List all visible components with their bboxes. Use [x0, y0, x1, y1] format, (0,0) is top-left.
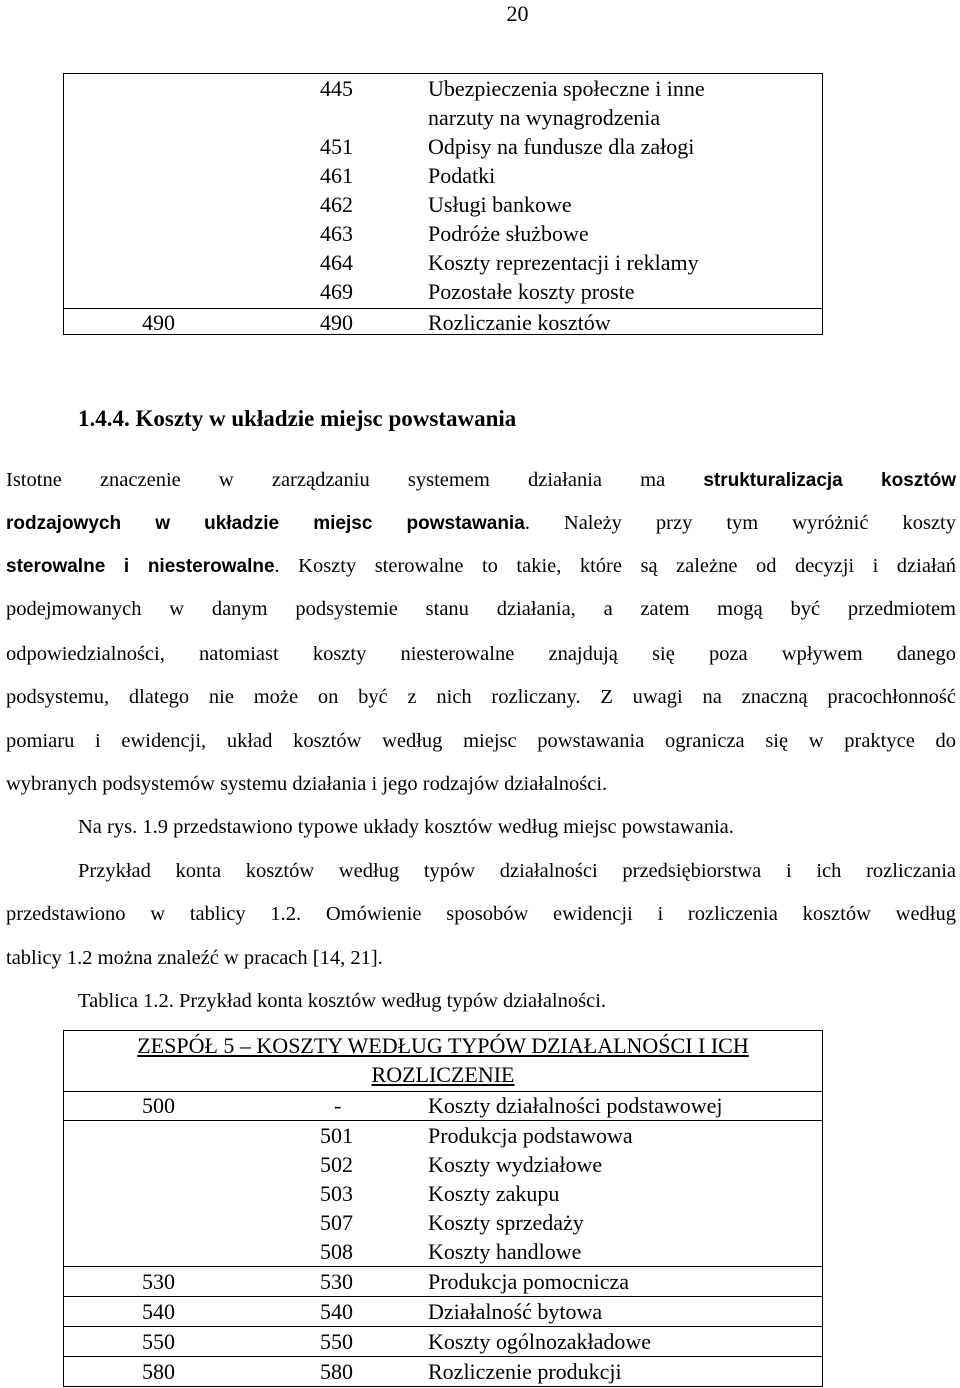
paragraph-line: sterowalne i niesterowalne. Koszty sterowalne to takie, które są zależne od decyzji i działań	[6, 555, 956, 577]
account-name: Koszty reprezentacji i reklamy	[428, 250, 699, 275]
account-name: Rozliczenie produkcji	[428, 1359, 622, 1384]
account-name: Usługi bankowe	[428, 192, 572, 217]
code-2: 530	[320, 1269, 353, 1294]
account-name: Rozliczanie kosztów	[428, 310, 611, 335]
code-1: 580	[142, 1359, 175, 1384]
paragraph-line: rodzajowych w układzie miejsc powstawania. Należy przy tym wyróżnić koszty	[6, 512, 956, 534]
paragraph-line: przedstawiono w tablicy 1.2. Omówienie sposobów ewidencji i rozliczenia kosztów według	[6, 903, 956, 925]
table-row	[64, 1357, 822, 1386]
table-row	[64, 1121, 822, 1150]
code-2: 462	[320, 192, 353, 217]
paragraph-line: Przykład konta kosztów według typów działalności przedsiębiorstwa i ich rozliczania	[78, 860, 956, 882]
code-1: 540	[142, 1299, 175, 1324]
table-row	[64, 190, 822, 219]
table-row	[64, 1208, 822, 1237]
table-row	[64, 132, 822, 161]
paragraph-line: wybranych podsystemów systemu działania i jego rodzajów działalności.	[6, 773, 608, 795]
table-row	[64, 308, 822, 337]
table-row	[64, 219, 822, 248]
code-2: 451	[320, 134, 353, 159]
account-name: Koszty handlowe	[428, 1239, 582, 1264]
account-name: Pozostałe koszty proste	[428, 279, 635, 304]
paragraph-line: tablicy 1.2 można znaleźć w pracach [14, 21].	[6, 947, 383, 969]
account-name: Podatki	[428, 163, 496, 188]
section-heading: 1.4.4. Koszty w układzie miejsc powstawania	[78, 406, 517, 431]
code-2: 461	[320, 163, 353, 188]
table-row	[64, 103, 822, 132]
code-2: 501	[320, 1123, 353, 1148]
code-1: 530	[142, 1269, 175, 1294]
bold-phrase: sterowalne i niesterowalne	[6, 556, 275, 577]
cost-table-2	[63, 1030, 823, 1387]
code-2: 540	[320, 1299, 353, 1324]
code-2: 469	[320, 279, 353, 304]
code-2: 507	[320, 1210, 353, 1235]
paragraph-line: podejmowanych w danym podsystemie stanu działania, a zatem mogą być przedmiotem	[6, 598, 956, 620]
table-row	[64, 161, 822, 190]
paragraph-line: podsystemu, dlatego nie może on być z nich rozliczany. Z uwagi na znaczną pracochłonność	[6, 686, 956, 708]
table-row	[64, 74, 822, 103]
code-2: -	[334, 1093, 342, 1118]
account-name: Koszty sprzedaży	[428, 1210, 584, 1235]
table-row	[64, 1179, 822, 1208]
table-caption: Tablica 1.2. Przykład konta kosztów według typów działalności.	[78, 990, 607, 1012]
paragraph-line: Istotne znaczenie w zarządzaniu systemem działania ma strukturalizacja kosztów	[6, 469, 956, 491]
code-2: 445	[320, 76, 353, 101]
cost-table-1	[63, 73, 823, 335]
bold-phrase: strukturalizacja kosztów	[703, 470, 956, 491]
code-1: 550	[142, 1329, 175, 1354]
code-1: 500	[142, 1093, 175, 1118]
code-2: 502	[320, 1152, 353, 1177]
table-row	[64, 1297, 822, 1327]
account-name: Odpisy na fundusze dla załogi	[428, 134, 695, 159]
account-name: Koszty wydziałowe	[428, 1152, 603, 1177]
code-2: 503	[320, 1181, 353, 1206]
account-name: Koszty ogólnozakładowe	[428, 1329, 651, 1354]
table-row	[64, 277, 822, 306]
bold-phrase: rodzajowych w układzie miejsc powstawania	[6, 513, 525, 534]
account-name: Produkcja podstawowa	[428, 1123, 633, 1148]
account-name: Ubezpieczenia społeczne i inne	[428, 76, 705, 101]
code-1: 490	[142, 310, 175, 335]
table-row	[64, 1267, 822, 1297]
code-2: 550	[320, 1329, 353, 1354]
account-name: Produkcja pomocnicza	[428, 1269, 629, 1294]
table-row	[64, 248, 822, 277]
account-name: Podróże służbowe	[428, 221, 589, 246]
account-name: Koszty zakupu	[428, 1181, 560, 1206]
code-2: 580	[320, 1359, 353, 1384]
table-row	[64, 1327, 822, 1357]
table-row	[64, 1237, 822, 1267]
code-2: 490	[320, 310, 353, 335]
paragraph-line: pomiaru i ewidencji, układ kosztów według miejsc powstawania ogranicza się w praktyce do	[6, 730, 956, 752]
page-number: 20	[506, 1, 529, 26]
code-2: 508	[320, 1239, 353, 1264]
figure-reference: Na rys. 1.9 przedstawiono typowe układy kosztów według miejsc powstawania.	[78, 816, 734, 838]
table-row	[64, 1150, 822, 1179]
account-name: Koszty działalności podstawowej	[428, 1093, 723, 1118]
code-2: 464	[320, 250, 353, 275]
account-name: Działalność bytowa	[428, 1299, 603, 1324]
paragraph-line: odpowiedzialności, natomiast koszty niesterowalne znajdują się poza wpływem danego	[6, 643, 956, 665]
table-header: ZESPÓŁ 5 – KOSZTY WEDŁUG TYPÓW DZIAŁALNOŚCI I ICH ROZLICZENIE	[64, 1031, 822, 1092]
table-row	[64, 1091, 822, 1121]
code-2: 463	[320, 221, 353, 246]
account-name: narzuty na wynagrodzenia	[428, 105, 661, 130]
